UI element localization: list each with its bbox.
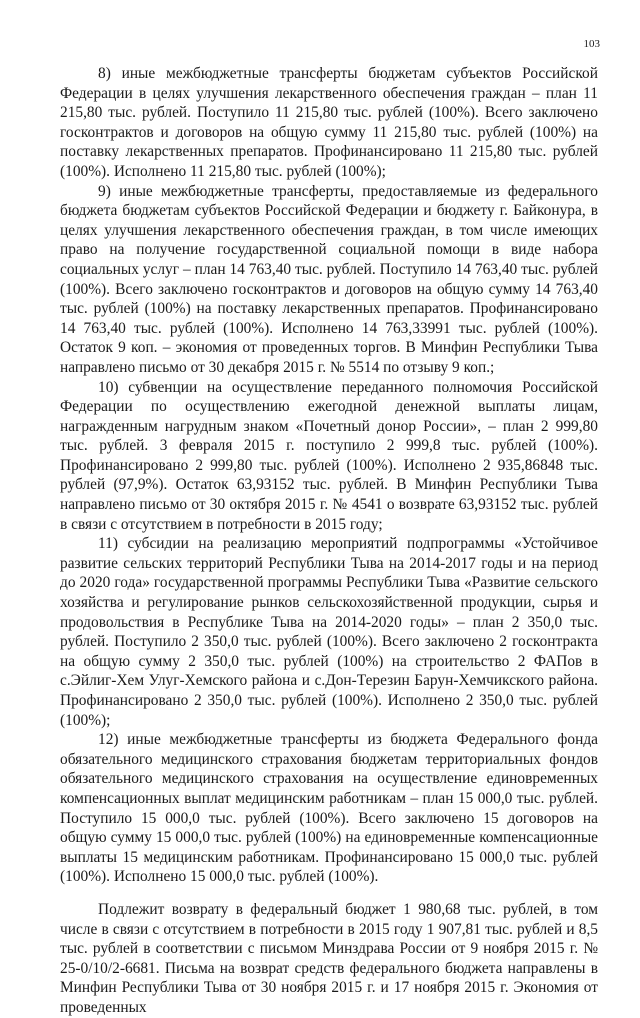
page-number: 103 [583,38,600,50]
paragraph-item-12: 12) иные межбюджетные трансферты из бюджета Федерального фонда обязательного медицинского страхования бюджетам территориальных фондов обязательного медицинского страхования на осуществление единовременных компенсационных выплат медицинским работникам – план 15 000,0 тыс. рублей. Поступило 15 000,0 тыс. рублей (100%). Всего заключено 15 договоров на общую сумму 15 000,0 тыс. рублей (100%) на единовременные компенсационные выплаты 15 медицинским работникам. Профинансировано 15 000,0 тыс. рублей (100%). Исполнено 15 000,0 тыс. рублей (100%). [60,731,598,886]
paragraph-item-9: 9) иные межбюджетные трансферты, предоставляемые из федерального бюджета бюджетам субъектов Российской Федерации и бюджету г. Байконура, в целях улучшения лекарственного обеспечения граждан, в том числе имеющих право на получение государственной социальной помощи в виде набора социальных услуг – план 14 763,40 тыс. рублей. Поступило 14 763,40 тыс. рублей (100%). Всего заключено госконтрактов и договоров на общую сумму 14 763,40 тыс. рублей (100%) на поставку лекарственных препаратов. Профинансировано 14 763,40 тыс. рублей (100%). Исполнено 14 763,33991 тыс. рублей (100%). Остаток 9 коп. – экономия от проведенных торгов. В Минфин Республики Тыва направлено письмо от 30 декабря 2015 г. № 5514 по отзыву 9 коп.; [60,182,598,376]
paragraph-item-8: 8) иные межбюджетные трансферты бюджетам субъектов Российской Федерации в целях улучшения лекарственного обеспечения граждан – план 11 215,80 тыс. рублей. Поступило 11 215,80 тыс. рублей (100%). Всего заключено госконтрактов и договоров на общую сумму 11 215,80 тыс. рублей (100%) на поставку лекарственных препаратов. Профинансировано 11 215,80 тыс. рублей (100%). Исполнено 11 215,80 тыс. рублей (100%); [60,65,598,180]
paragraph-item-10: 10) субвенции на осуществление переданного полномочия Российской Федерации по осуществлению ежегодной денежной выплаты лицам, награжденным нагрудным знаком «Почетный донор России», – план 2 999,80 тыс. рублей. 3 февраля 2015 г. поступило 2 999,8 тыс. рублей (100%). Профинансировано 2 999,80 тыс. рублей (100%). Исполнено 2 935,86848 тыс. рублей (97,9%). Остаток 63,93152 тыс. рублей. В Минфин Республики Тыва направлено письмо от 30 октября 2015 г. № 4541 о возврате 63,93152 тыс. рублей в связи с отсутствием в потребности в 2015 году; [60,378,598,533]
paragraph-item-11: 11) субсидии на реализацию мероприятий подпрограммы «Устойчивое развитие сельских территорий Республики Тыва на 2014-2017 годы и на период до 2020 года» государственной программы Республики Тыва «Развитие сельского хозяйства и регулирование рынков сельскохозяйственной продукции, сырья и продовольствия в Республике Тыва на 2014-2020 годы» – план 2 350,0 тыс. рублей. Поступило 2 350,0 тыс. рублей (100%). Всего заключено 2 госконтракта на общую сумму 2 350,0 тыс. рублей (100%) на строительство 2 ФАПов в с.Эйлиг-Хем Улуг-Хемского района и с.Дон-Терезин Барун-Хемчикского района. Профинансировано 2 350,0 тыс. рублей (100%). Исполнено 2 350,0 тыс. рублей (100%); [60,535,598,729]
paragraph-refund-summary: Подлежит возврату в федеральный бюджет 1 980,68 тыс. рублей, в том числе в связи с отсутствием в потребности в 2015 году 1 907,81 тыс. рублей и 8,5 тыс. рублей в соответствии с письмом Минздрава России от 9 ноября 2015 г. № 25-0/10/2-6681. Письма на возврат средств федерального бюджета направлены в Минфин Республики Тыва от 30 ноября 2015 г. и 17 ноября 2015 г. Экономия от проведенных [60,900,598,1016]
document-body [60,64,598,1018]
